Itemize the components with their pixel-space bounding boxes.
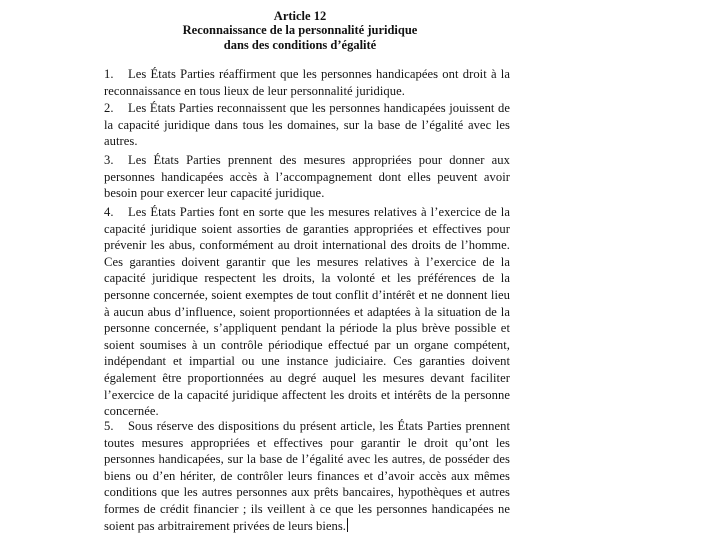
article-number: Article 12: [273, 9, 327, 23]
paragraph-text: Les États Parties réaffirment que les personnes handicapées ont droit à la reconnaissance en tous lieux de leur personnalité juridique.: [104, 67, 510, 98]
text-cursor: [347, 518, 348, 532]
paragraph-number: 1.: [104, 67, 114, 81]
paragraph-text: Les États Parties prennent des mesures appropriées pour donner aux personnes handicapées accès à l’accompagnement dont elles peuvent avoir besoin pour exercer leur capacité juridique.: [104, 153, 510, 201]
paragraph-4: [104, 204, 510, 420]
paragraph-text[interactable]: Sous réserve des dispositions du présent article, les États Parties prennent toutes mesures appropriées et effectives pour garantir le droit qu’ont les personnes handicapées, sur la base de l’égalité avec les autres, de posséder des biens ou d’en hériter, de contrôler leurs finances et d’avoir accès aux mêmes conditions que les autres personnes aux prêts bancaires, hypothèques et autres formes de crédit financier ; ils veillent à ce que les personnes handicapées ne soient pas arbitrairement privées de leurs biens.: [104, 419, 510, 533]
paragraph-text: Les États Parties font en sorte que les mesures relatives à l’exercice de la capacité juridique soient assorties de garanties appropriées et effectives pour prévenir les abus, conformément au droit international des droits de l’homme. Ces garanties doivent garantir que les mesures relatives à l’exercice de la capacité juridique respectent les droits, la volonté et les préférences de la personne concernée, soient exemptes de tout conflit d’intérêt et ne donnent lieu à aucun abus d’influence, soient proportionnées et adaptées à la situation de la personne concernée, s’appliquent pendant la période la plus brève possible et soient soumises à un contrôle périodique effectué par un organe compétent, indépendant et impartial ou une instance judiciaire. Ces garanties doivent également être proportionnées au degré auquel les mesures devant faciliter l’exercice de la capacité juridique affectent les droits et intérêts de la personne concernée.: [104, 205, 510, 419]
paragraph-5: [104, 418, 510, 534]
paragraph-3: [104, 152, 510, 202]
article-title-line-1: Reconnaissance de la personnalité juridique: [182, 23, 418, 37]
paragraph-number: 3.: [104, 153, 114, 167]
paragraph-2: [104, 100, 510, 150]
paragraph-1: [104, 66, 510, 99]
paragraph-number: 4.: [104, 205, 114, 219]
paragraph-number: 2.: [104, 101, 114, 115]
paragraph-number: 5.: [104, 419, 114, 433]
paragraph-text: Les États Parties reconnaissent que les personnes handicapées jouissent de la capacité juridique dans tous les domaines, sur la base de l’égalité avec les autres.: [104, 101, 510, 149]
article-title-line-2: dans des conditions d’égalité: [223, 38, 377, 52]
